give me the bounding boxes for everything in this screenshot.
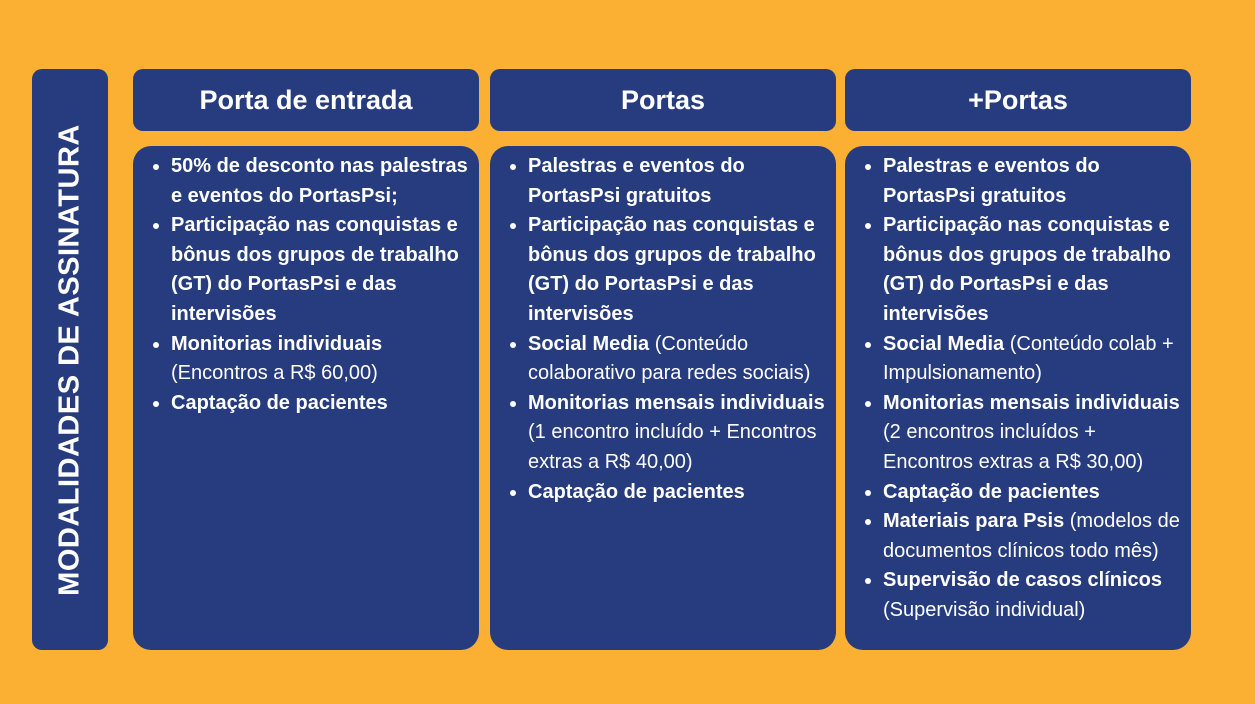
plan-card-porta-de-entrada bbox=[133, 146, 479, 650]
list-item: • Captação de pacientes bbox=[528, 478, 826, 508]
side-label-panel bbox=[32, 69, 108, 650]
list-item: • Materiais para Psis (modelos de documentos clínicos todo mês) bbox=[883, 507, 1181, 566]
plan-card-portas bbox=[490, 146, 836, 650]
list-item: • Participação nas conquistas e bônus dos grupos de trabalho (GT) do PortasPsi e das intervisões bbox=[883, 211, 1181, 329]
list-item: • Palestras e eventos do PortasPsi gratuitos bbox=[883, 152, 1181, 211]
list-item: • 50% de desconto nas palestras e eventos do PortasPsi; bbox=[171, 152, 469, 211]
benefit-list bbox=[867, 152, 1181, 626]
list-item: • Participação nas conquistas e bônus dos grupos de trabalho (GT) do PortasPsi e das intervisões bbox=[528, 211, 826, 329]
column-header-porta-de-entrada: Porta de entrada bbox=[133, 69, 479, 131]
list-item: • Social Media (Conteúdo colaborativo para redes sociais) bbox=[528, 330, 826, 389]
list-item: • Supervisão de casos clínicos (Supervisão individual) bbox=[883, 566, 1181, 625]
plan-card-mais-portas bbox=[845, 146, 1191, 650]
list-item: • Monitorias mensais individuais (2 encontros incluídos + Encontros extras a R$ 30,00) bbox=[883, 389, 1181, 478]
column-header-mais-portas: +Portas bbox=[845, 69, 1191, 131]
side-label: MODALIDADES DE ASSINATURA bbox=[53, 123, 86, 596]
column-header-portas: Portas bbox=[490, 69, 836, 131]
benefit-list bbox=[512, 152, 826, 507]
list-item: • Social Media (Conteúdo colab + Impulsionamento) bbox=[883, 330, 1181, 389]
list-item: • Monitorias individuais (Encontros a R$ 60,00) bbox=[171, 330, 469, 389]
list-item: • Captação de pacientes bbox=[883, 478, 1181, 508]
list-item: • Captação de pacientes bbox=[171, 389, 469, 419]
list-item: • Monitorias mensais individuais (1 encontro incluído + Encontros extras a R$ 40,00) bbox=[528, 389, 826, 478]
benefit-list bbox=[155, 152, 469, 418]
list-item: • Participação nas conquistas e bônus dos grupos de trabalho (GT) do PortasPsi e das intervisões bbox=[171, 211, 469, 329]
list-item: • Palestras e eventos do PortasPsi gratuitos bbox=[528, 152, 826, 211]
